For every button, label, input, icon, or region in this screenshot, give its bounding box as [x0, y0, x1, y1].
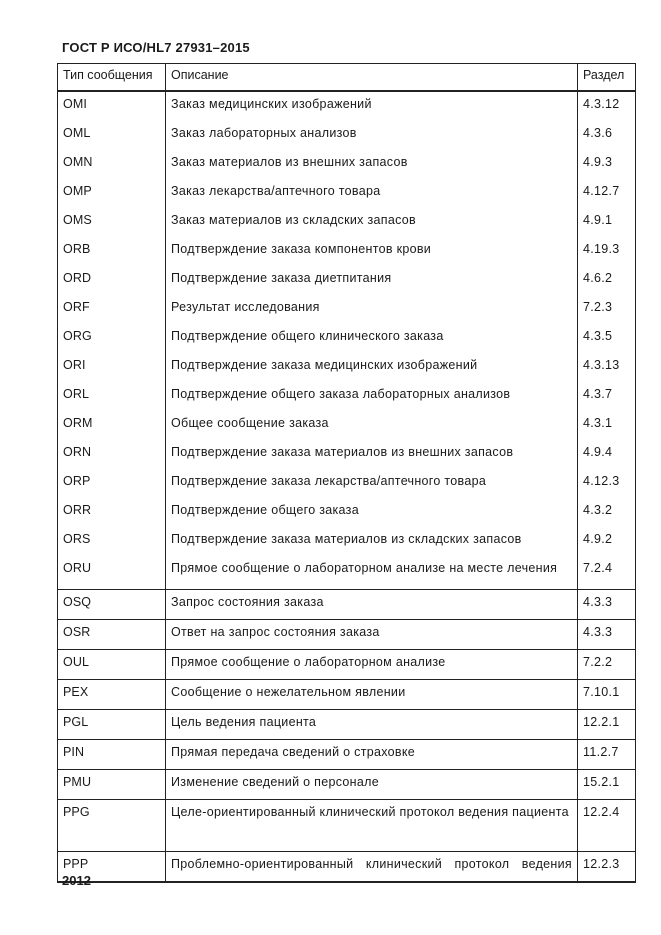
table-row: [58, 324, 636, 353]
table-row: [58, 740, 636, 770]
message-type-cell: ORG: [58, 324, 166, 353]
description-cell: Подтверждение заказа материалов из внешних запасов: [166, 440, 578, 469]
description-cell: Цель ведения пациента: [166, 710, 578, 740]
document-header: ГОСТ Р ИСО/HL7 27931–2015: [62, 40, 250, 55]
table-row: [58, 770, 636, 800]
table-row: [58, 440, 636, 469]
table-row: [58, 411, 636, 440]
section-cell: 12.2.1: [578, 710, 636, 740]
message-type-cell: ORS: [58, 527, 166, 556]
description-cell: Подтверждение общего клинического заказа: [166, 324, 578, 353]
description-cell: Результат исследования: [166, 295, 578, 324]
section-cell: 4.9.1: [578, 208, 636, 237]
table-row: [58, 91, 636, 121]
section-cell: 4.3.3: [578, 590, 636, 620]
description-cell: Заказ медицинских изображений: [166, 91, 578, 121]
section-cell: 4.3.7: [578, 382, 636, 411]
message-type-cell: ORN: [58, 440, 166, 469]
description-cell: Прямое сообщение о лабораторном анализе: [166, 650, 578, 680]
message-type-cell: PMU: [58, 770, 166, 800]
table-row: [58, 710, 636, 740]
table-row: [58, 382, 636, 411]
description-cell: Общее сообщение заказа: [166, 411, 578, 440]
table-row: [58, 266, 636, 295]
table-row: [58, 590, 636, 620]
description-cell: Целе-ориентированный клинический протокол ведения пациента: [166, 800, 578, 852]
description-cell: Ответ на запрос состояния заказа: [166, 620, 578, 650]
table-row: [58, 852, 636, 883]
table-row: [58, 121, 636, 150]
section-cell: 15.2.1: [578, 770, 636, 800]
description-cell: Изменение сведений о персонале: [166, 770, 578, 800]
section-cell: 4.3.2: [578, 498, 636, 527]
description-cell: Прямая передача сведений о страховке: [166, 740, 578, 770]
table-row: [58, 800, 636, 852]
message-type-cell: OUL: [58, 650, 166, 680]
message-type-cell: ORI: [58, 353, 166, 382]
message-type-cell: PPP: [58, 852, 166, 883]
table-row: [58, 353, 636, 382]
section-cell: 4.9.3: [578, 150, 636, 179]
message-type-cell: OMP: [58, 179, 166, 208]
message-type-cell: OSQ: [58, 590, 166, 620]
section-cell: 4.3.13: [578, 353, 636, 382]
table-row: [58, 527, 636, 556]
table-row: [58, 469, 636, 498]
description-cell: Сообщение о нежелательном явлении: [166, 680, 578, 710]
table-row: [58, 620, 636, 650]
message-type-cell: PIN: [58, 740, 166, 770]
table-row: [58, 150, 636, 179]
section-cell: 4.3.3: [578, 620, 636, 650]
section-cell: 4.12.7: [578, 179, 636, 208]
section-cell: 4.3.1: [578, 411, 636, 440]
table-header-row: [58, 64, 636, 92]
section-cell: 4.9.2: [578, 527, 636, 556]
section-cell: 7.2.3: [578, 295, 636, 324]
message-type-cell: OMI: [58, 91, 166, 121]
description-cell: Заказ лекарства/аптечного товара: [166, 179, 578, 208]
section-cell: 11.2.7: [578, 740, 636, 770]
section-cell: 7.10.1: [578, 680, 636, 710]
message-type-cell: OMS: [58, 208, 166, 237]
page-number: 2012: [62, 873, 91, 888]
description-cell: Заказ лабораторных анализов: [166, 121, 578, 150]
message-type-cell: ORL: [58, 382, 166, 411]
description-cell: Прямое сообщение о лабораторном анализе на месте лечения: [166, 556, 578, 590]
description-cell: Подтверждение заказа компонентов крови: [166, 237, 578, 266]
table-row: [58, 295, 636, 324]
table-row: [58, 650, 636, 680]
description-cell: Подтверждение заказа лекарства/аптечного товара: [166, 469, 578, 498]
description-cell: Заказ материалов из складских запасов: [166, 208, 578, 237]
message-type-cell: ORB: [58, 237, 166, 266]
section-cell: 4.3.6: [578, 121, 636, 150]
section-cell: 4.12.3: [578, 469, 636, 498]
section-cell: 7.2.4: [578, 556, 636, 590]
description-cell: Подтверждение заказа материалов из складских запасов: [166, 527, 578, 556]
table-row: [58, 179, 636, 208]
column-header-description: Описание: [166, 64, 578, 92]
description-cell: Заказ материалов из внешних запасов: [166, 150, 578, 179]
message-type-cell: PEX: [58, 680, 166, 710]
section-cell: 4.3.12: [578, 91, 636, 121]
section-cell: 12.2.4: [578, 800, 636, 852]
description-cell: Подтверждение общего заказа лабораторных анализов: [166, 382, 578, 411]
description-cell: Запрос состояния заказа: [166, 590, 578, 620]
table-row: [58, 680, 636, 710]
column-header-type: Тип сообщения: [58, 64, 166, 92]
message-type-cell: OSR: [58, 620, 166, 650]
section-cell: 12.2.3: [578, 852, 636, 883]
message-type-cell: ORM: [58, 411, 166, 440]
table-row: [58, 498, 636, 527]
section-cell: 4.9.4: [578, 440, 636, 469]
message-type-cell: OML: [58, 121, 166, 150]
message-types-table: [57, 63, 636, 883]
message-type-cell: ORD: [58, 266, 166, 295]
message-type-cell: ORP: [58, 469, 166, 498]
description-cell: Подтверждение заказа медицинских изображений: [166, 353, 578, 382]
message-type-cell: OMN: [58, 150, 166, 179]
message-type-cell: ORR: [58, 498, 166, 527]
table-row: [58, 208, 636, 237]
message-type-cell: ORF: [58, 295, 166, 324]
description-cell: Подтверждение заказа диетпитания: [166, 266, 578, 295]
description-cell: Подтверждение общего заказа: [166, 498, 578, 527]
description-cell: Проблемно-ориентированный клинический протокол ведения: [166, 852, 578, 883]
message-type-cell: PGL: [58, 710, 166, 740]
table-row: [58, 556, 636, 590]
column-header-section: Раздел: [578, 64, 636, 92]
section-cell: 4.3.5: [578, 324, 636, 353]
message-type-cell: ORU: [58, 556, 166, 590]
section-cell: 7.2.2: [578, 650, 636, 680]
table-row: [58, 237, 636, 266]
message-type-cell: PPG: [58, 800, 166, 852]
section-cell: 4.19.3: [578, 237, 636, 266]
section-cell: 4.6.2: [578, 266, 636, 295]
